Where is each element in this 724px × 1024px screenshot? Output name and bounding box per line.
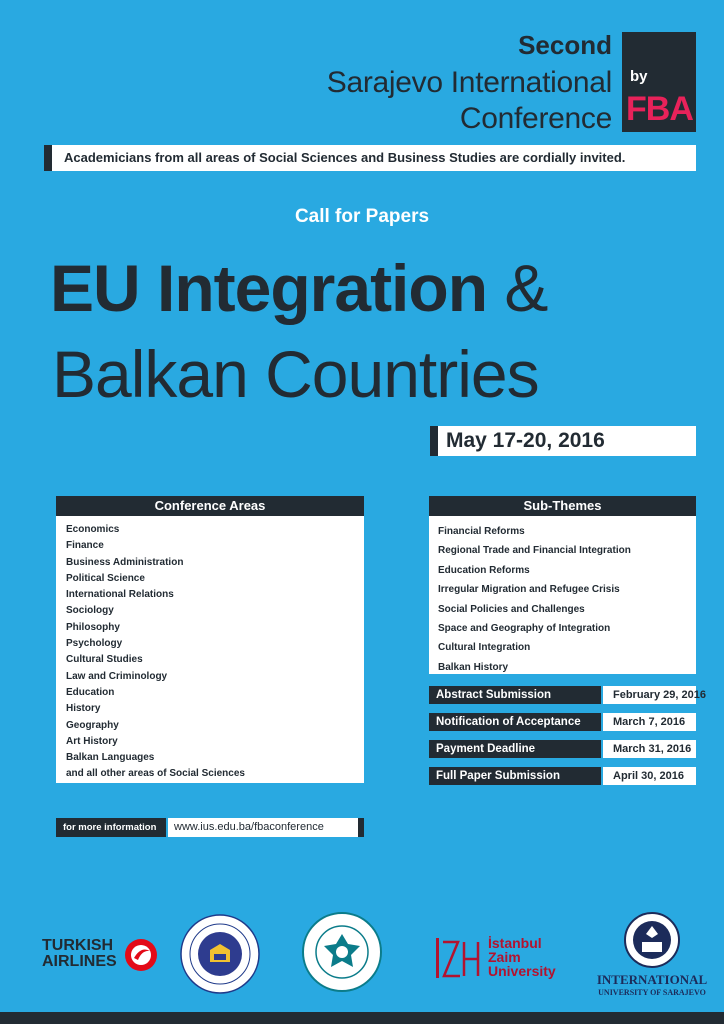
list-item: Education Reforms xyxy=(438,564,530,576)
list-item: Law and Criminology xyxy=(66,670,168,682)
zaim-university-name xyxy=(488,936,556,978)
conference-date xyxy=(430,426,696,456)
fba-logo-by: by xyxy=(630,68,648,85)
deadline-value: April 30, 2016 xyxy=(603,767,696,785)
sub-themes-list xyxy=(429,516,696,677)
necmettin-erbakan-seal-icon xyxy=(302,912,382,992)
list-item: Sociology xyxy=(66,605,114,617)
turkish-airlines-logo xyxy=(42,938,117,970)
bottom-stripe xyxy=(0,1012,724,1024)
zaim-word1: İstanbul xyxy=(488,935,542,951)
list-item: Finance xyxy=(66,540,104,552)
date-text: May 17-20, 2016 xyxy=(446,429,605,452)
deadline-label: Notification of Acceptance xyxy=(429,713,601,731)
call-for-papers: Call for Papers xyxy=(294,206,430,227)
list-item: International Relations xyxy=(66,589,174,601)
turkish-airlines-emblem-icon xyxy=(124,938,158,972)
more-info-link[interactable]: www.ius.edu.ba/fbaconference xyxy=(168,818,358,837)
turkish-airlines-word1: TURKISH xyxy=(42,937,114,954)
list-item: Irregular Migration and Refugee Crisis xyxy=(438,584,620,596)
ius-word2: UNIVERSITY OF SARAJEVO xyxy=(598,988,706,997)
conference-areas-heading: Conference Areas xyxy=(56,496,364,516)
deadline-label: Abstract Submission xyxy=(429,686,601,704)
more-info-bar xyxy=(56,818,364,837)
list-item: Financial Reforms xyxy=(438,526,525,537)
list-item: Regional Trade and Financial Integration xyxy=(438,545,631,557)
ius-seal-icon xyxy=(624,912,680,970)
deadline-payment xyxy=(429,740,696,758)
deadline-abstract xyxy=(429,686,706,704)
list-item: Political Science xyxy=(66,572,145,584)
invitation-text: Academicians from all areas of Social Sciences and Business Studies are cordially invited. xyxy=(64,150,626,165)
deadline-value: March 31, 2016 xyxy=(603,740,696,758)
conference-areas-list xyxy=(56,516,364,783)
list-item: Cultural Studies xyxy=(66,654,143,666)
university-seal-icon xyxy=(180,914,260,994)
list-item: Art History xyxy=(66,735,118,747)
main-title-bold: EU Integration xyxy=(50,251,488,325)
zaim-word3: University xyxy=(488,963,556,979)
list-item: Social Policies and Challenges xyxy=(438,603,585,615)
invitation-banner xyxy=(44,145,696,171)
more-info-label: for more information xyxy=(56,818,166,837)
sub-themes-panel xyxy=(429,496,696,674)
zaim-word2: Zaim xyxy=(488,949,521,965)
list-item: History xyxy=(66,703,101,715)
conference-areas-panel xyxy=(56,496,364,783)
list-item: Economics xyxy=(66,524,120,535)
list-item: Psychology xyxy=(66,638,123,650)
deadline-label: Payment Deadline xyxy=(429,740,601,758)
conference-ordinal: Second xyxy=(518,30,612,60)
list-item: Geography xyxy=(66,719,119,731)
list-item: Balkan Languages xyxy=(66,752,155,764)
deadline-value: March 7, 2016 xyxy=(603,713,696,731)
list-item: and all other areas of Social Sciences xyxy=(66,768,245,780)
main-title-line1 xyxy=(50,250,547,326)
list-item: Cultural Integration xyxy=(438,642,531,654)
list-item: Philosophy xyxy=(66,621,120,633)
conference-name: Sarajevo International xyxy=(326,66,612,99)
fba-logo-text: FBA xyxy=(626,90,693,128)
deadline-label: Full Paper Submission xyxy=(429,767,601,785)
turkish-airlines-word2: AIRLINES xyxy=(42,953,117,970)
deadline-full-paper xyxy=(429,767,696,785)
main-title-line2: Balkan Countries xyxy=(52,337,539,411)
zaim-university-mark-icon xyxy=(434,934,482,982)
list-item: Business Administration xyxy=(66,556,184,568)
list-item: Space and Geography of Integration xyxy=(438,622,611,634)
list-item: Balkan History xyxy=(438,661,509,673)
conference-word: Conference xyxy=(459,102,612,135)
list-item: Education xyxy=(66,686,115,698)
ius-word1: INTERNATIONAL xyxy=(596,972,708,987)
ius-name xyxy=(586,972,718,997)
main-title-amp: & xyxy=(504,251,548,325)
sub-themes-heading: Sub-Themes xyxy=(429,496,696,516)
deadline-notification xyxy=(429,713,696,731)
deadline-value: February 29, 2016 xyxy=(603,686,696,704)
